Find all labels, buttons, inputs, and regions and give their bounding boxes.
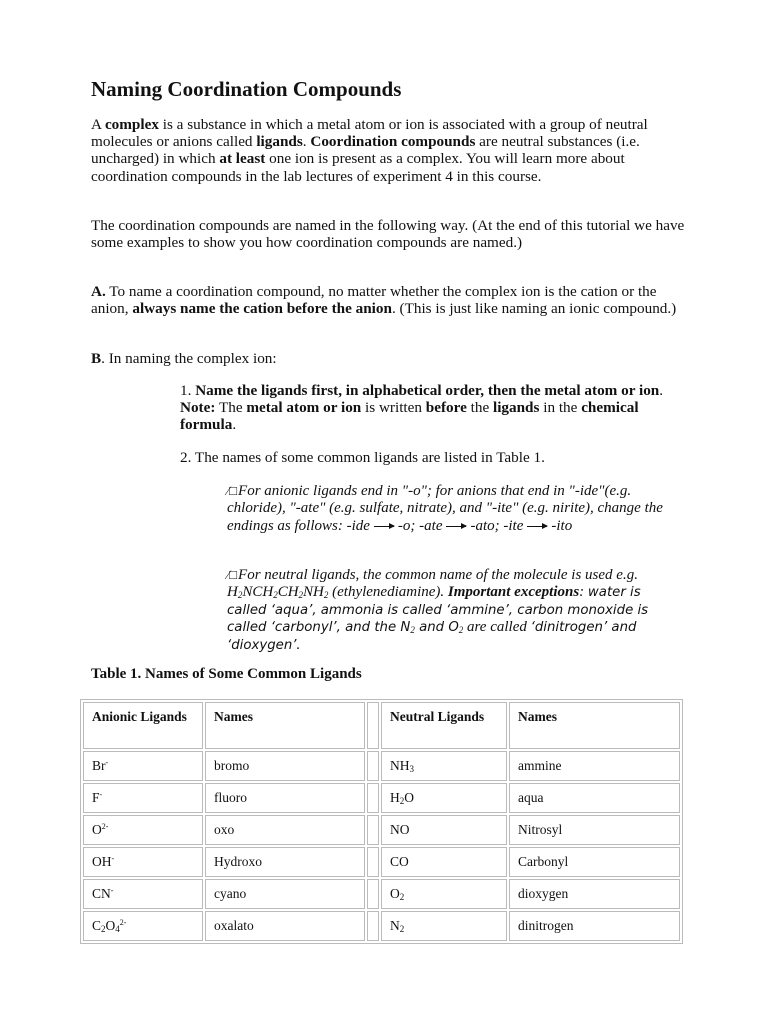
term-ligands: ligands — [256, 133, 303, 151]
neutral-ligand-cell: CO — [381, 847, 507, 877]
table-row — [83, 815, 680, 845]
rule-a-paragraph: A. To name a coordination compound, no matter whether the complex ion is the cation or the anion, always name the cation before the anion. (This is just like naming an ionic compound.) — [91, 283, 677, 318]
bullet-icon: ⁄□ — [227, 567, 238, 582]
table-row — [83, 751, 680, 781]
arrow-right-icon — [446, 526, 466, 527]
neutral-name-cell: ammine — [509, 751, 680, 781]
column-header: Anionic Ligands — [83, 702, 203, 749]
neutral-name-cell: aqua — [509, 783, 680, 813]
anionic-name-cell: oxalato — [205, 911, 365, 941]
table-header-row — [83, 702, 680, 749]
bullet-neutral-ligands: ⁄□For neutral ligands, the common name of the molecule is used e.g. $H_2NCH_2CH_2NH_2$ (ethylenediamine). Important exceptions: water is called ‘aqua’, ammonia is called ‘ammine’, carbon monoxide is called ‘carbonyl’, and the $N_2$ and $O_2$ are called ‘dinitrogen’ and ‘dioxygen’. — [227, 567, 649, 653]
page-title: Naming Coordination Compounds — [91, 77, 402, 101]
anionic-name-cell: cyano — [205, 879, 365, 909]
anionic-ligand-cell: CN- — [83, 879, 203, 909]
anionic-name-cell: bromo — [205, 751, 365, 781]
naming-intro-paragraph: The coordination compounds are named in the following way. (At the end of this tutorial we have some examples to show you how coordination compounds are named.) — [91, 217, 685, 252]
table-spacer — [367, 847, 379, 877]
neutral-name-cell: dinitrogen — [509, 911, 680, 941]
intro-paragraph: A complex is a substance in which a metal atom or ion is associated with a group of neutral molecules or anions called ligands. Coordination compounds are neutral substances (i.e. uncharged) in which at least one ion is present as a complex. You will learn more about coordination compounds in the lab lectures of experiment 4 in this course. — [91, 116, 648, 185]
bullet-icon: ⁄□ — [227, 483, 238, 498]
neutral-ligand-cell: $N_2$ — [381, 911, 507, 941]
neutral-name-cell: Carbonyl — [509, 847, 680, 877]
step-1-paragraph: 1. Name the ligands first, in alphabetical order, then the metal atom or ion. Note: The metal atom or ion is written before the ligands in the chemical formula. — [180, 382, 664, 434]
table-spacer — [367, 751, 379, 781]
anionic-name-cell: Hydroxo — [205, 847, 365, 877]
column-header: Names — [509, 702, 680, 749]
table-row — [83, 911, 680, 941]
arrow-right-icon — [374, 526, 394, 527]
term-complex: complex — [104, 116, 159, 133]
neutral-name-cell: dioxygen — [509, 879, 680, 909]
anionic-ligand-cell: $O^{2-}$ — [83, 815, 203, 845]
table-spacer — [367, 911, 379, 941]
anionic-ligand-cell: OH- — [83, 847, 203, 877]
important-exceptions-label: Important exceptions — [447, 584, 580, 601]
step-2-paragraph: 2. The names of some common ligands are listed in Table 1. — [180, 449, 545, 466]
neutral-ligand-cell: $H_2O$ — [381, 783, 507, 813]
table-spacer — [367, 879, 379, 909]
table-spacer — [367, 815, 379, 845]
anionic-name-cell: fluoro — [205, 783, 365, 813]
bullet-anionic-ligands: ⁄□For anionic ligands end in "-o"; for anions that end in "-ide"(e.g. chloride), "-ate" (e.g. sulfate, nitrate), and "-ite" (e.g. nirite), change the endings as follows: -ide -o; -ate -ato; -ite -ito — [227, 483, 663, 534]
neutral-ligand-cell: $NH_3$ — [381, 751, 507, 781]
rule-b-paragraph: B. In naming the complex ion: — [91, 350, 277, 367]
table-row — [83, 847, 680, 877]
term-at-least: at least — [219, 150, 266, 168]
table-spacer — [367, 702, 379, 749]
neutral-ligand-cell: NO — [381, 815, 507, 845]
neutral-name-cell: Nitrosyl — [509, 815, 680, 845]
term-coordination-compounds: Coordination compounds — [310, 133, 476, 151]
anionic-name-cell: oxo — [205, 815, 365, 845]
table-row — [83, 879, 680, 909]
ligands-table — [80, 699, 683, 944]
table-row — [83, 783, 680, 813]
neutral-ligand-cell: $O_2$ — [381, 879, 507, 909]
anionic-ligand-cell: F- — [83, 783, 203, 813]
table-caption: Table 1. Names of Some Common Ligands — [91, 666, 362, 682]
column-header: Neutral Ligands — [381, 702, 507, 749]
table-spacer — [367, 783, 379, 813]
anionic-ligand-cell: $C_2O_4^{2-}$ — [83, 911, 203, 941]
arrow-right-icon — [527, 526, 547, 527]
column-header: Names — [205, 702, 365, 749]
anionic-ligand-cell: Br- — [83, 751, 203, 781]
